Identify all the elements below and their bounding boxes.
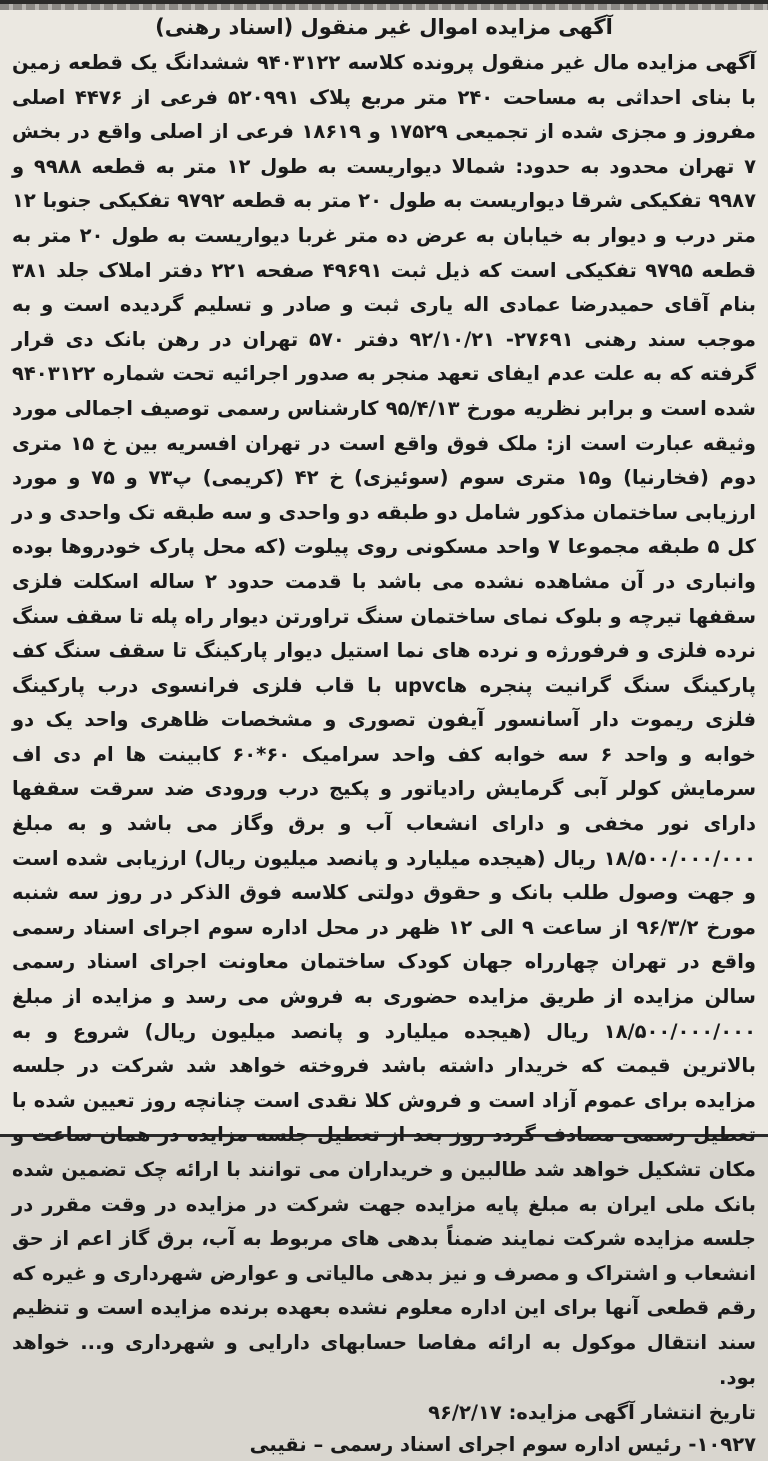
signature-line: ۱۰۹۲۷- رئیس اداره سوم اجرای اسناد رسمی – نقیبی: [249, 1433, 756, 1457]
notice-body: آگهی مزایده مال غیر منقول پرونده کلاسه ۹۴۰۳۱۲۲ ششدانگ یک قطعه زمین با بنای احداثی به مساحت ۲۴۰ متر مربع پلاک ۵۲۰۹۹۱ فرعی از ۴۴۷۶ اصلی مفروز و مجزی شده از تجمیعی ۱۷۵۲۹ و ۱۸۶۱۹ فرعی از اصلی واقع در بخش ۷ تهران محدود به حدود: شمالا دیواریست به طول ۱۲ متر به قطعه ۹۹۸۸ و ۹۹۸۷ تفکیکی شرقا دیواریست به طول ۲۰ متر به قطعه ۹۷۹۲ تفکیکی جنوبا ۱۲ متر درب و دیوار به خیابان به عرض ده متر غربا دیواریست به طول ۲۰ متر به قطعه ۹۷۹۵ تفکیکی است که ذیل ثبت ۴۹۶۹۱ صفحه ۲۲۱ دفتر املاک جلد ۳۸۱ بنام آقای حمیدرضا عمادی اله یاری ثبت و صادر و تسلیم گردیده است و به موجب سند رهنی ۲۷۶۹۱- ۹۲/۱۰/۲۱ دفتر ۵۷۰ تهران در رهن بانک دی قرار گرفته که به علت عدم ایفای تعهد منجر به صدور اجرائیه تحت شماره ۹۴۰۳۱۲۲ شده است و برابر نظریه مورخ ۹۵/۴/۱۳ کارشناس رسمی توصیف اجمالی مورد وثیقه عبارت است از: ملک فوق واقع است در تهران افسریه بین خ ۱۵ متری دوم (فخارنیا) و۱۵ متری سوم (سوئیزی) خ ۴۲ (کریمی) پ۷۳ و ۷۵ و مورد ارزیابی ساختمان مذکور شامل دو طبقه دو واحدی و سه طبقه تک واحدی و در کل ۵ طبقه مجموعا ۷ واحد مسکونی روی پیلوت (که محل پارک خودروها بوده وانباری در آن مشاهده نشده می باشد با قدمت حدود ۲ ساله اسکلت فلزی سقفها تیرچه و بلوک نمای ساختمان سنگ تراورتن دیوار راه پله تا سقف سنگ نرده فلزی و فرفورژه و نرده های نما استیل دیوار پارکینگ تا سقف سنگ کف پارکینگ سنگ گرانیت پنجره هاupvc با قاب فلزی فرانسوی درب پارکینگ فلزی ریموت دار آسانسور آیفون تصوری و مشخصات ظاهری واحد یک دو خوابه و واحد ۶ سه خوابه کف واحد سرامیک ۶۰*۶۰ کابینت ها ام دی اف سرمایش کولر آبی گرمایش رادیاتور و پکیج درب ورودی ضد سرقت سقفها دارای نور مخفی و دارای انشعاب آب و برق وگاز می باشد و به مبلغ ۱۸/۵۰۰/۰۰۰/۰۰۰ ریال (هیجده میلیارد و پانصد میلیون ریال) ارزیابی شده است و جهت وصول طلب بانک و حقوق دولتی کلاسه فوق الذکر در روز سه شنبه مورخ ۹۶/۳/۲ از ساعت ۹ الی ۱۲ ظهر در محل اداره سوم اجرای اسناد رسمی واقع در تهران چهارراه جهان کودک ساختمان معاونت اجرای اسناد رسمی سالن مزایده از طریق مزایده حضوری به فروش می رسد و مزایده از مبلغ ۱۸/۵۰۰/۰۰۰/۰۰۰ ریال (هیجده میلیارد و پانصد میلیون ریال) شروع و به بالاترین قیمت که خریدار داشته باشد فروخته خواهد شد شرکت در جلسه مزایده برای عموم آزاد است و فروش کلا نقدی است چنانچه روز تعیین شده با تعطیل رسمی مصادف گردد روز بعد از تعطیل جلسه مزایده در همان ساعت و مکان تشکیل خواهد شد طالبین و خریداران می توانند با ارائه چک تضمین شده بانک ملی ایران به مبلغ پایه مزایده جهت شرکت در مزایده در وقت مقرر در جلسه مزایده شرکت نمایند ضمناً بدهی های مربوط به آب، برق گاز اعم از حق انشعاب و اشتراک و مصرف و نیز بدهی مالیاتی و عوارض شهرداری و غیره که رقم قطعی آنها برای این اداره معلوم نشده بعهده برنده مزایده است و تنظیم سند انتقال موکول به ارائه مفاصا حسابهای دارایی و شهرداری و... خواهد بود.: [12, 51, 757, 1389]
notice-footer: [12, 1397, 756, 1461]
cropped-header-strip: [0, 4, 768, 10]
publish-date: تاریخ انتشار آگهی مزایده: ۹۶/۲/۱۷: [428, 1401, 756, 1425]
notice-title: آگهی مزایده اموال غیر منقول (اسناد رهنی): [155, 15, 613, 39]
